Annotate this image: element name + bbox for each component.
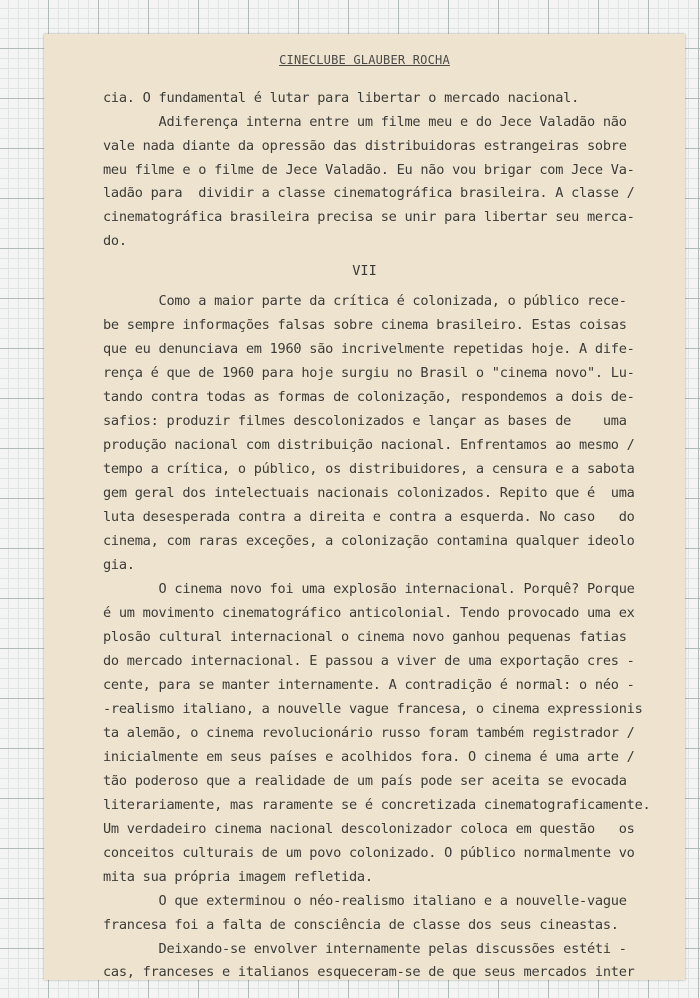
text-line: ladão para dividir a classe cinematográfica brasileira. A classe / (103, 185, 635, 201)
section-heading: VII (352, 263, 377, 279)
text-line: ta alemão, o cinema revolucionário russo foram também registrador / (103, 725, 635, 741)
typewritten-page (44, 34, 685, 980)
text-line: produção nacional com distribuição nacional. Enfrentamos ao mesmo / (103, 437, 635, 453)
text-line: meu filme e o filme de Jece Valadão. Eu não vou brigar com Jece Va- (103, 162, 635, 178)
text-line: inicialmente em seus países e acolhidos fora. O cinema é uma arte / (103, 749, 635, 765)
text-line: O que exterminou o néo-realismo italiano e a nouvelle-vague (103, 893, 627, 909)
text-line: plosão cultural internacional o cinema novo ganhou pequenas fatias (103, 629, 627, 645)
text-line: cinema, com raras exceções, a colonização contamina qualquer ideolo (103, 533, 635, 549)
page-header: CINECLUBE GLAUBER ROCHA (279, 53, 450, 67)
text-line: mita sua própria imagem refletida. (103, 869, 373, 885)
text-line: O cinema novo foi uma explosão internacional. Porquê? Porque (103, 581, 635, 597)
text-line: Deixando-se envolver internamente pelas discussões estéti - (103, 941, 627, 957)
text-line: literariamente, mas raramente se é concretizada cinematograficamente. (103, 797, 651, 813)
text-line: cinematográfica brasileira precisa se unir para libertar seu merca- (103, 209, 635, 225)
text-line: conceitos culturais de um povo colonizado. O público normalmente vo (103, 845, 635, 861)
text-line: é um movimento cinematográfico anticolonial. Tendo provocado uma ex (103, 605, 635, 621)
text-line: francesa foi a falta de consciência de classe dos seus cineastas. (103, 917, 619, 933)
text-line: luta desesperada contra a direita e contra a esquerda. No caso do (103, 509, 635, 525)
text-line: cas, franceses e italianos esqueceram-se de que seus mercados inter (103, 964, 635, 980)
text-line: tando contra todas as formas de colonização, respondemos a dois de- (103, 389, 635, 405)
text-line: Um verdadeiro cinema nacional descolonizador coloca em questão os (103, 821, 635, 837)
text-line: safios: produzir filmes descolonizados e lançar as bases de uma (103, 413, 627, 429)
text-line: que eu denunciava em 1960 são incrivelmente repetidas hoje. A dife- (103, 341, 635, 357)
text-line: Adiferença interna entre um filme meu e do Jece Valadão não (103, 114, 627, 130)
text-line: Como a maior parte da crítica é colonizada, o público rece- (103, 293, 627, 309)
text-line: rença é que de 1960 para hoje surgiu no Brasil o "cinema novo". Lu- (103, 365, 635, 381)
text-line: cia. O fundamental é lutar para libertar o mercado nacional. (103, 90, 580, 106)
text-line: -realismo italiano, a nouvelle vague francesa, o cinema expressionis (103, 701, 643, 717)
text-line: be sempre informações falsas sobre cinema brasileiro. Estas coisas (103, 317, 627, 333)
text-line: cente, para se manter internamente. A contradição é normal: o néo - (103, 677, 635, 693)
text-line: vale nada diante da opressão das distribuidoras estrangeiras sobre (103, 138, 627, 154)
text-line: gem geral dos intelectuais nacionais colonizados. Repito que é uma (103, 485, 635, 501)
text-line: do. (103, 233, 127, 249)
text-line: do mercado internacional. E passou a viver de uma exportação cres - (103, 653, 635, 669)
text-line: tempo a crítica, o público, os distribuidores, a censura e a sabota (103, 461, 635, 477)
text-line: tão poderoso que a realidade de um país pode ser aceita se evocada (103, 773, 627, 789)
text-line: gia. (103, 557, 135, 573)
